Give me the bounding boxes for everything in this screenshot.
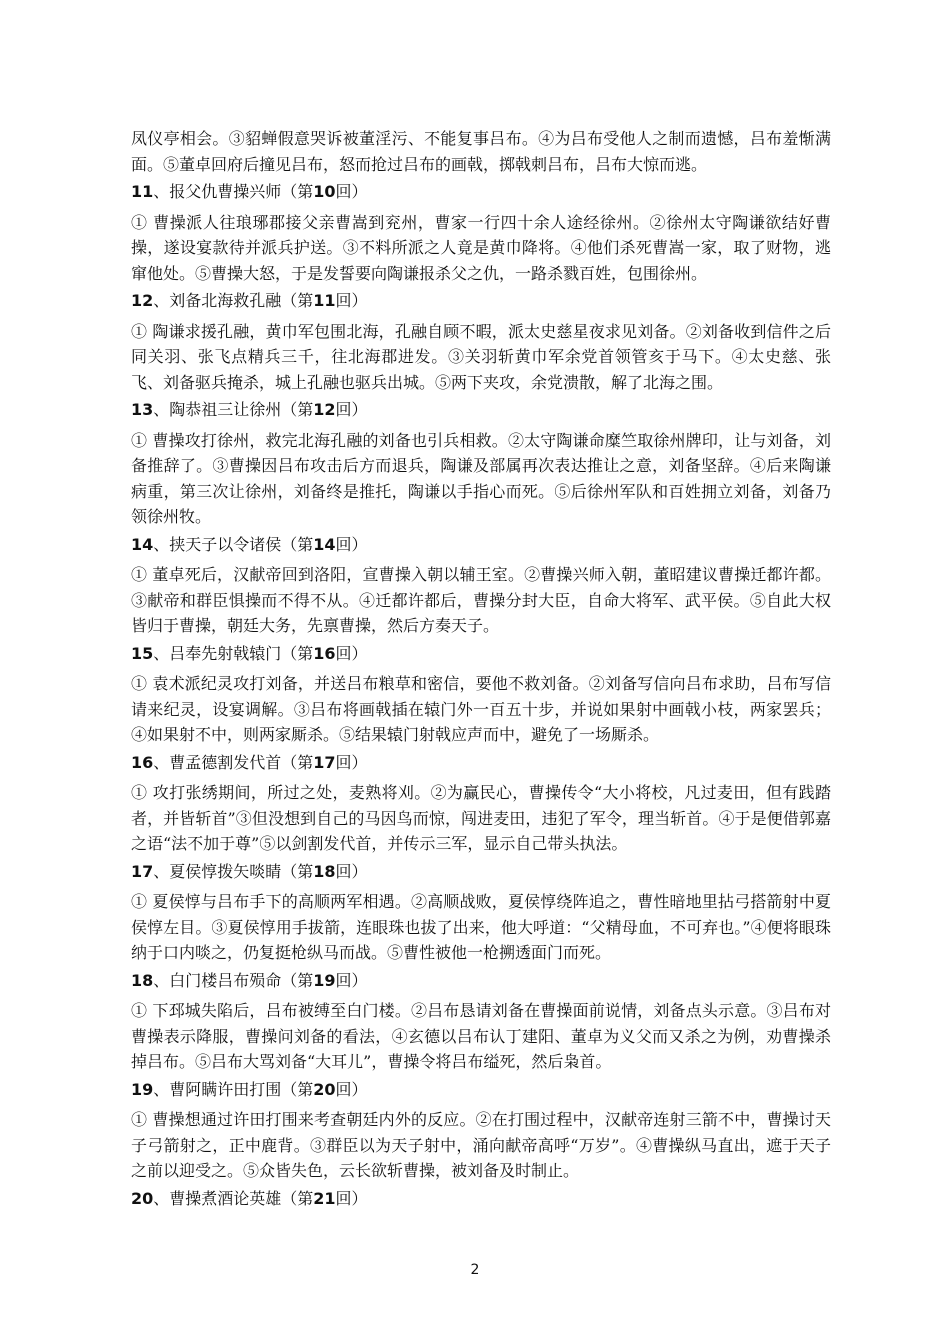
section-body: ① 攻打张绣期间，所过之处，麦熟将刈。②为赢民心，曹操传令“大小将校，凡过麦田，但有践踏者，并皆斩首”③但没想到自己的马因鸟而惊，闯进麦田，违犯了军令，理当斩首。④于是便借郭嘉之语“法不加于尊”⑤以剑割发代首，并传示三军，显示自己带头执法。: [131, 783, 831, 853]
section-number: 16: [131, 752, 154, 772]
section-body: ① 袁术派纪灵攻打刘备，并送吕布粮草和密信，要他不救刘备。②刘备写信向吕布求助，吕布写信请来纪灵，设宴调解。③吕布将画戟插在辕门外一百五十步，并说如果射中画戟小枝，两家罢兵；④如果射不中，则两家厮杀。⑤结果辕门射戟应声而中，避免了一场厮杀。: [131, 674, 831, 744]
section-title: 、刘备北海救孔融（第: [153, 291, 314, 310]
chapter-suffix: 回）: [335, 291, 368, 310]
section-number: 17: [131, 861, 154, 881]
section-title: 、吕奉先射戟辕门（第: [153, 643, 314, 663]
section-15: [131, 641, 831, 748]
section-heading: [131, 1077, 831, 1103]
section-heading: [131, 397, 831, 423]
section-heading: [131, 532, 831, 558]
chapter-number: 17: [313, 752, 336, 772]
section-title: 、白门楼吕布殒命（第: [153, 970, 314, 990]
section-number: 13: [131, 400, 154, 419]
chapter-number: 18: [313, 861, 336, 881]
section-number: 18: [131, 970, 154, 990]
section-11: [131, 179, 831, 286]
section-number: 11: [131, 182, 154, 201]
chapter-suffix: 回）: [335, 182, 368, 201]
section-heading: [131, 750, 831, 776]
section-number: 14: [131, 534, 154, 554]
chapter-suffix: 回）: [335, 400, 368, 419]
chapter-suffix: 回）: [335, 861, 368, 881]
section-body: ① 下邳城失陷后，吕布被缚至白门楼。②吕布恳请刘备在曹操面前说情，刘备点头示意。③吕布对曹操表示降服，曹操问刘备的看法，④玄德以吕布认丁建阳、董卓为义父而又杀之为例，劝曹操杀掉吕布。⑤吕布大骂刘备“大耳儿”，曹操令将吕布缢死，然后枭首。: [131, 1001, 831, 1071]
section-12: [131, 288, 831, 395]
section-body: ① 夏侯惇与吕布手下的高顺两军相遇。②高顺战败，夏侯惇绕阵追之，曹性暗地里拈弓搭箭射中夏侯惇左目。③夏侯惇用手拔箭，连眼珠也拔了出来，他大呼道：“父精母血，不可弃也。”④便将眼珠纳于口内啖之，仍复挺枪纵马而战。⑤曹性被他一枪搠透面门而死。: [131, 892, 831, 962]
section-heading: [131, 1186, 831, 1212]
section-number: 15: [131, 643, 154, 663]
chapter-number: 14: [313, 534, 336, 554]
section-number: 12: [131, 291, 154, 310]
chapter-suffix: 回）: [335, 970, 368, 990]
section-body: ① 曹操攻打徐州，救完北海孔融的刘备也引兵相救。②太守陶谦命糜竺取徐州牌印，让与刘备，刘备推辞了。③曹操因吕布攻击后方而退兵，陶谦及部属再次表达推让之意，刘备坚辞。④后来陶谦病重，第三次让徐州，刘备终是推托，陶谦以手指心而死。⑤后徐州军队和百姓拥立刘备，刘备乃领徐州牧。: [131, 430, 831, 526]
section-title: 、曹操煮酒论英雄（第: [153, 1188, 314, 1208]
section-heading: [131, 179, 831, 205]
chapter-number: 11: [313, 291, 336, 310]
section-body: ① 董卓死后，汉献帝回到洛阳，宣曹操入朝以辅王室。②曹操兴师入朝，董昭建议曹操迁都许都。③献帝和群臣惧操而不得不从。④迁都许都后，曹操分封大臣，自命大将军、武平侯。⑤自此大权皆归于曹操，朝廷大务，先禀曹操，然后方奏天子。: [131, 565, 831, 635]
chapter-number: 20: [313, 1079, 336, 1099]
document-page: [131, 126, 831, 1216]
section-heading: [131, 968, 831, 994]
page-number: 2: [470, 1262, 480, 1278]
chapter-suffix: 回）: [335, 534, 368, 554]
section-body: ① 曹操想通过许田打围来考查朝廷内外的反应。②在打围过程中，汉献帝连射三箭不中，曹操讨天子弓箭射之，正中鹿背。③群臣以为天子射中，涌向献帝高呼“万岁”。④曹操纵马直出，遮于天子之前以迎受之。⑤众皆失色，云长欲斩曹操，被刘备及时制止。: [131, 1110, 831, 1180]
chapter-suffix: 回）: [335, 1188, 368, 1208]
section-18: [131, 968, 831, 1075]
chapter-suffix: 回）: [335, 1079, 368, 1099]
chapter-suffix: 回）: [335, 643, 368, 663]
section-20: [131, 1186, 831, 1212]
section-body: ① 曹操派人往琅琊郡接父亲曹嵩到兖州，曹家一行四十余人途经徐州。②徐州太守陶谦欲结好曹操，遂设宴款待并派兵护送。③不料所派之人竟是黄巾降将。④他们杀死曹嵩一家，取了财物，逃窜他处。⑤曹操大怒，于是发誓要向陶谦报杀父之仇，一路杀戮百姓，包围徐州。: [131, 212, 831, 283]
section-title: 、曹阿瞒许田打围（第: [153, 1079, 314, 1099]
section-title: 、陶恭祖三让徐州（第: [153, 400, 314, 419]
intro-paragraph: 凤仪亭相会。③貂蝉假意哭诉被董淫污、不能复事吕布。④为吕布受他人之制而遗憾，吕布羞惭满面。⑤董卓回府后撞见吕布，怒而抢过吕布的画戟，掷戟刺吕布，吕布大惊而逃。: [131, 129, 831, 174]
chapter-number: 19: [313, 970, 336, 990]
section-14: [131, 532, 831, 639]
chapter-suffix: 回）: [335, 752, 368, 772]
chapter-number: 21: [313, 1188, 336, 1208]
section-heading: [131, 641, 831, 667]
section-title: 、曹孟德割发代首（第: [153, 752, 314, 772]
chapter-number: 16: [313, 643, 336, 663]
section-16: [131, 750, 831, 857]
section-13: [131, 397, 831, 530]
section-title: 、报父仇曹操兴师（第: [153, 182, 314, 201]
section-19: [131, 1077, 831, 1184]
section-title: 、夏侯惇拨矢啖睛（第: [153, 861, 314, 881]
chapter-number: 12: [313, 400, 336, 419]
section-title: 、挟天子以令诸侯（第: [153, 534, 314, 554]
section-17: [131, 859, 831, 966]
section-number: 20: [131, 1188, 154, 1208]
section-heading: [131, 288, 831, 314]
section-number: 19: [131, 1079, 154, 1099]
section-body: ① 陶谦求援孔融，黄巾军包围北海，孔融自顾不暇，派太史慈星夜求见刘备。②刘备收到信件之后同关羽、张飞点精兵三千，往北海郡进发。③关羽斩黄巾军余党首领管亥于马下。④太史慈、张飞、刘备驱兵掩杀，城上孔融也驱兵出城。⑤两下夹攻，余党溃散，解了北海之围。: [131, 321, 831, 392]
chapter-number: 10: [313, 182, 336, 201]
section-list: [131, 179, 831, 1211]
section-heading: [131, 859, 831, 885]
